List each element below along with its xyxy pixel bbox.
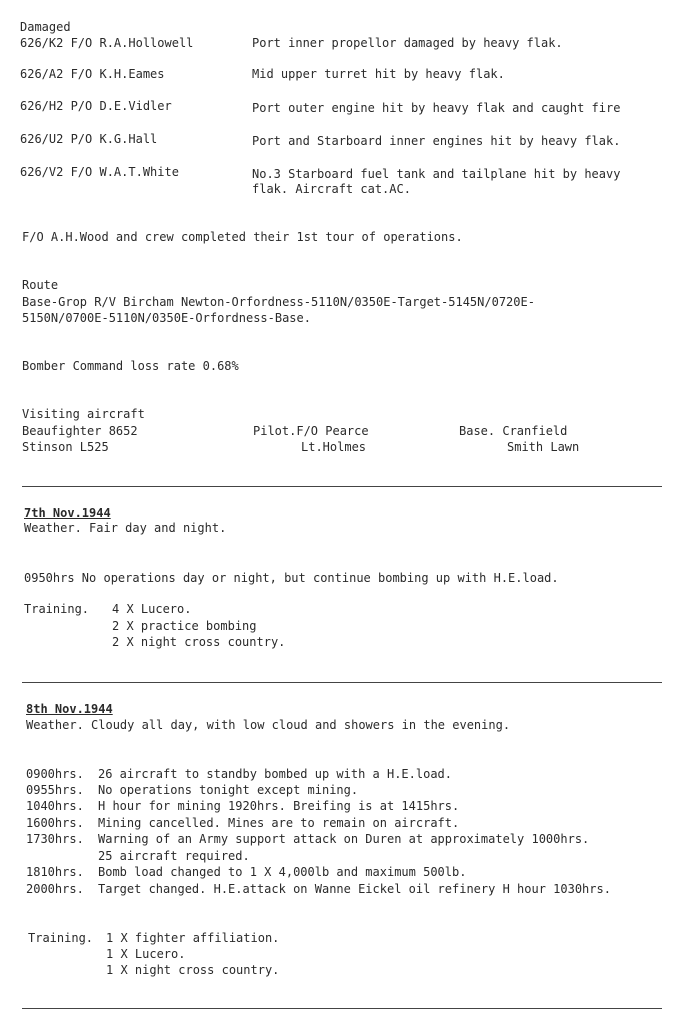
tour-note: F/O A.H.Wood and crew completed their 1st tour of operations.: [22, 230, 463, 244]
training-item: 1 X night cross country.: [106, 963, 280, 977]
route-line: Base-Grop R/V Bircham Newton-Orfordness-5110N/0350E-Target-5145N/0720E-: [22, 295, 535, 309]
training-label: Training.: [24, 602, 90, 616]
log-time: 0900hrs.: [26, 767, 84, 781]
training-item: 2 X practice bombing: [112, 619, 257, 633]
training-item: 2 X night cross country.: [112, 635, 286, 649]
visiting-pilot: Pilot.F/O Pearce: [253, 424, 369, 438]
damaged-aircraft-id: 626/U2 P/O K.G.Hall: [20, 132, 158, 146]
visiting-pilot: Lt.Holmes: [301, 440, 367, 454]
section-divider: [22, 682, 662, 683]
log-entry: 0950hrs No operations day or night, but continue bombing up with H.E.load.: [24, 571, 559, 585]
visiting-base: Base. Cranfield: [459, 424, 568, 438]
damaged-description: No.3 Starboard fuel tank and tailplane hit by heavy: [252, 167, 621, 181]
damaged-aircraft-id: 626/V2 F/O W.A.T.White: [20, 165, 179, 179]
log-time: 0955hrs.: [26, 783, 84, 797]
training-label: Training.: [28, 931, 94, 945]
log-time: 1810hrs.: [26, 865, 84, 879]
log-entry-cont: 25 aircraft required.: [98, 849, 250, 863]
damaged-aircraft-id: 626/K2 F/O R.A.Hollowell: [20, 36, 194, 50]
training-item: 1 X fighter affiliation.: [106, 931, 280, 945]
log-entry: No operations tonight except mining.: [98, 783, 359, 797]
section-divider: [22, 1008, 662, 1009]
damaged-description-cont: flak. Aircraft cat.AC.: [252, 182, 411, 196]
training-item: 4 X Lucero.: [112, 602, 192, 616]
weather-note: Weather. Cloudy all day, with low cloud and showers in the evening.: [26, 718, 511, 732]
log-entry: Warning of an Army support attack on Duren at approximately 1000hrs.: [98, 832, 590, 846]
damaged-heading: Damaged: [20, 20, 71, 34]
log-time: 1600hrs.: [26, 816, 84, 830]
damaged-description: Port and Starboard inner engines hit by heavy flak.: [252, 134, 621, 148]
log-time: 1730hrs.: [26, 832, 84, 846]
route-heading: Route: [22, 278, 59, 292]
entry-date: 7th Nov.1944: [24, 506, 111, 520]
visiting-heading: Visiting aircraft: [22, 407, 145, 421]
visiting-base: Smith Lawn: [507, 440, 580, 454]
visiting-aircraft: Beaufighter 8652: [22, 424, 138, 438]
log-entry: Target changed. H.E.attack on Wanne Eickel oil refinery H hour 1030hrs.: [98, 882, 611, 896]
log-entry: Bomb load changed to 1 X 4,000lb and maximum 500lb.: [98, 865, 467, 879]
damaged-aircraft-id: 626/H2 P/O D.E.Vidler: [20, 99, 172, 113]
log-entry: 26 aircraft to standby bombed up with a H.E.load.: [98, 767, 453, 781]
damaged-description: Mid upper turret hit by heavy flak.: [252, 67, 505, 81]
weather-note: Weather. Fair day and night.: [24, 521, 227, 535]
visiting-aircraft: Stinson L525: [22, 440, 109, 454]
section-divider: [22, 486, 662, 487]
loss-rate: Bomber Command loss rate 0.68%: [22, 359, 239, 373]
damaged-description: Port outer engine hit by heavy flak and caught fire: [252, 101, 621, 115]
training-item: 1 X Lucero.: [106, 947, 186, 961]
damaged-aircraft-id: 626/A2 F/O K.H.Eames: [20, 67, 165, 81]
log-entry: H hour for mining 1920hrs. Breifing is at 1415hrs.: [98, 799, 460, 813]
entry-date: 8th Nov.1944: [26, 702, 113, 716]
log-time: 2000hrs.: [26, 882, 84, 896]
route-line: 5150N/0700E-5110N/0350E-Orfordness-Base.: [22, 311, 311, 325]
damaged-description: Port inner propellor damaged by heavy flak.: [252, 36, 563, 50]
log-time: 1040hrs.: [26, 799, 84, 813]
log-entry: Mining cancelled. Mines are to remain on aircraft.: [98, 816, 460, 830]
